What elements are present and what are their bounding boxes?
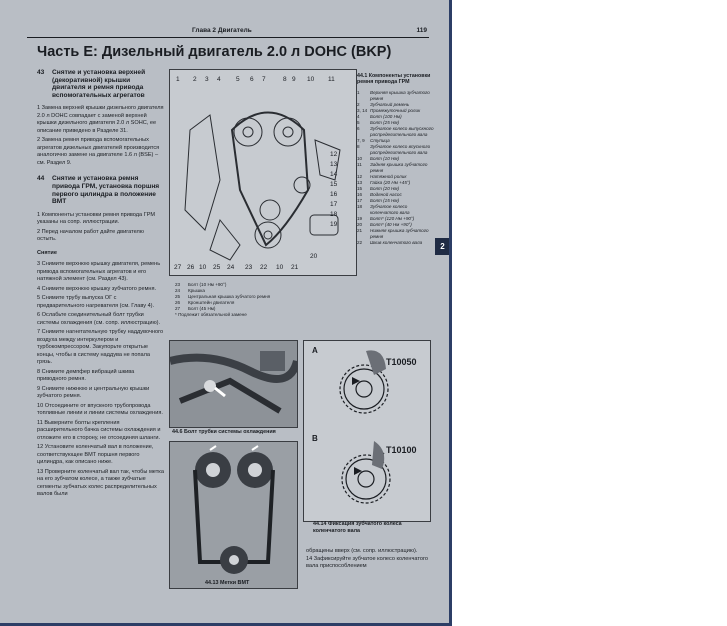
legend-text: Гайка (20 Нм +45°) — [370, 179, 411, 185]
step-paragraph: 12 Установите коленчатый вал в положение, соответствующее ВМТ поршня первого цилиндра, как описано ниже. — [37, 444, 154, 466]
legend-key: 11 — [357, 162, 362, 168]
legend-row — [357, 108, 435, 114]
legend-text: Центральная крышка зубчатого ремня — [188, 294, 271, 299]
paragraph: 1 Компоненты установки ремня привода ГРМ указаны на сопр. иллюстрации. — [37, 211, 156, 226]
step-paragraph: 6 Ослабьте соединительный болт трубки системы охлаждения (см. сопр. иллюстрацию). — [37, 312, 161, 326]
legend-key: 5 — [357, 120, 360, 126]
legend-text: Крышка — [188, 288, 205, 293]
legend-key: 19 — [357, 215, 363, 221]
legend-key: 26 — [175, 300, 181, 305]
legend-text: Нижняя крышка зубчатого ремня — [370, 228, 429, 239]
callout-number: 26 — [187, 264, 195, 271]
legend-row — [357, 192, 435, 198]
figure-44-14-caption: 44.14 Фиксация зубчатого колеса коленчатого вала — [313, 521, 402, 534]
legend-row — [357, 240, 435, 246]
legend-row — [357, 180, 435, 186]
view-a-label: A — [312, 346, 318, 355]
tool-t10050-label: T10050 — [386, 357, 417, 367]
legend-text: Шкив коленчатого вала — [370, 239, 423, 245]
legend-text: Болт (100 Нм) — [370, 114, 402, 120]
step-paragraph: 7 Снимите нагнетательную трубку наддувочного воздуха между интеркулером и турбокомпрессором. Закупорьте открытые концы, чтобы в систему наддува не попала грязь. — [37, 329, 164, 366]
legend-key: 20 — [357, 221, 363, 227]
callout-number: 16 — [330, 191, 338, 198]
legend-key: 10 — [357, 155, 363, 161]
legend-key: 4 — [357, 114, 360, 120]
paragraph: обращены вверх (см. сопр. иллюстрацию). — [306, 548, 418, 554]
legend-text: Промежуточный ролик — [370, 108, 421, 114]
legend-key: 2 — [357, 102, 360, 108]
legend-key: 17 — [357, 198, 363, 204]
rear-cover-outline — [185, 115, 220, 230]
figure-44-14-diagram — [303, 340, 431, 522]
step-paragraph: 5 Снимите трубу выпуска ОГ с предварительного нагревателя (см. Главу 4). — [37, 295, 155, 309]
figure-44-1-caption: 44.1 Компоненты установки ремня привода ГРМ — [357, 73, 431, 86]
footnote: * Подлежит обязательной замене — [175, 312, 247, 317]
legend-key: 3, 14 — [357, 108, 368, 114]
step-paragraph: 4 Снимите верхнюю крышку зубчатого ремня. — [37, 285, 157, 292]
callout-number: 10 — [199, 264, 207, 271]
paragraph: 2 Замена ремня привода вспомогательных агрегатов дизельных двигателей производится аналогично замене на двигателе 1.6 л (BSE) – см. Раздел 9. — [37, 137, 160, 166]
legend-key: 6 — [357, 126, 360, 132]
legend-key: 23 — [175, 282, 181, 287]
legend-key: 12 — [357, 173, 363, 179]
callout-number: 12 — [330, 151, 338, 158]
legend-row — [357, 102, 435, 108]
timing-belt-diagram — [170, 70, 356, 275]
legend-text: Болт* (40 Нм +90°) — [370, 221, 412, 227]
callout-number: 9 — [292, 76, 296, 83]
tool-t10100-label: T10100 — [386, 445, 417, 455]
page-number: 119 — [416, 27, 427, 34]
callout-number: 1 — [176, 76, 180, 83]
legend-key: 8 — [357, 144, 360, 150]
section-43-heading — [37, 69, 164, 99]
legend-key: 1 — [357, 90, 360, 96]
callout-number: 11 — [328, 76, 335, 83]
callout-number: 25 — [213, 264, 221, 271]
legend-text: Болт (10 Нм) — [370, 155, 400, 161]
legend-key: 13 — [357, 179, 363, 185]
callout-number: 15 — [330, 181, 338, 188]
legend-text: Зубчатое колесо коленчатого вала — [370, 204, 410, 215]
legend-row — [357, 174, 435, 180]
chapter-title: Глава 2 Двигатель — [192, 27, 252, 34]
step-paragraph: 10 Отсоедините от впускного трубопровода топливные линии и линии системы охлаждения. — [37, 402, 163, 417]
legend-row — [357, 144, 435, 155]
legend-key: 24 — [175, 288, 181, 293]
section-number: 43 — [37, 69, 45, 76]
legend-key: 22 — [357, 239, 363, 245]
left-column — [37, 69, 164, 501]
legend-text: Зубчатое колесо впускного распределительного вала — [370, 144, 431, 155]
legend-text: Зубчатое колесо выпускного распределительного вала — [370, 126, 434, 138]
callout-number: 10 — [276, 264, 284, 271]
legend-row — [357, 204, 435, 215]
figure-44-1-diagram — [169, 69, 357, 276]
callout-number: 7 — [262, 76, 266, 83]
coolant-pipe-photo — [170, 341, 297, 427]
callout-number: 2 — [193, 76, 197, 83]
callout-number: 18 — [330, 211, 338, 218]
legend-text: Кронштейн двигателя — [188, 300, 235, 305]
legend-key: 25 — [175, 294, 181, 299]
right-column — [306, 548, 430, 571]
crankshaft-locking-diagram — [304, 341, 430, 521]
legend-text: Болт (15 Нм) — [370, 198, 400, 204]
legend-row — [357, 198, 435, 204]
legend-row — [357, 156, 435, 162]
callout-number: 10 — [307, 76, 315, 83]
callout-number: 23 — [245, 264, 253, 271]
figure-44-1-legend-bottom — [175, 282, 270, 318]
paragraph: 14 Зафиксируйте зубчатое колесо коленчатого вала приспособлением — [306, 555, 429, 569]
callout-number: 13 — [330, 161, 338, 168]
step-paragraph: 13 Проверните коленчатый вал так, чтобы метка на его зубчатом колесе, а также зубчатые сегменты зубчатых колес распределительных валов были — [37, 468, 164, 498]
callout-number: 14 — [330, 171, 338, 178]
legend-row — [357, 138, 435, 144]
step-paragraph: 9 Снимите нижнюю и центральную крышки зубчатого ремня. — [37, 385, 150, 400]
callout-number: 17 — [330, 201, 338, 208]
figure-44-1-legend — [357, 73, 435, 246]
section-44-heading — [37, 175, 164, 205]
section-number: 44 — [37, 175, 45, 183]
legend-text: Натяжной ролик — [370, 173, 407, 179]
chapter-tab: 2 — [435, 238, 450, 255]
callout-20: 20 — [310, 253, 318, 260]
callout-number: 5 — [236, 76, 240, 83]
legend-text: Болт (10 Нм +90°) — [188, 282, 227, 287]
legend-key: 16 — [357, 192, 363, 197]
legend-row — [357, 114, 435, 120]
step-paragraph: 3 Снимите верхнюю крышку двигателя, ремень привода вспомогательных агрегатов и его натяжной элемент (см. Раздел 43). — [37, 261, 161, 283]
subheading: Снятие — [37, 249, 57, 256]
legend-row — [357, 216, 435, 222]
legend-key: 18 — [357, 204, 363, 210]
legend-text: Болт (20 Нм) — [370, 185, 400, 191]
legend-key: 27 — [175, 306, 181, 311]
section-title: Снятие и установка верхней (декоративной) крышки двигателя и ремня привода вспомогательных агрегатов — [52, 69, 146, 99]
paragraph: 1 Замена верхней крышки дизельного двигателя 2.0 л DOHC совпадает с заменой верхней крышки дизельного двигателя 2.0 л SOHC, ее описание приведено в Разделе 31. — [37, 105, 164, 134]
figure-44-13-photo — [169, 441, 298, 589]
view-b-label: B — [312, 434, 318, 443]
figure-44-13-caption: 44.13 Метки ВМТ — [205, 580, 250, 586]
step-paragraph: 8 Снимите демпфер вибраций шкива приводного ремня. — [37, 368, 135, 383]
legend-row — [357, 126, 435, 137]
legend-row — [357, 222, 435, 228]
callout-number: 4 — [217, 76, 221, 83]
legend-key: 15 — [357, 185, 363, 191]
callout-number: 8 — [283, 76, 287, 83]
legend-key: 7, 9 — [357, 138, 365, 144]
header-rule — [27, 37, 429, 38]
section-title: Снятие и установка ремня привода ГРМ, установка поршня первого цилиндра в положение ВМТ — [52, 175, 160, 206]
callout-number: 6 — [250, 76, 254, 83]
callout-number: 3 — [205, 76, 209, 83]
page-header — [27, 27, 429, 37]
legend-row — [357, 186, 435, 192]
legend-key: 21 — [357, 228, 363, 234]
tdc-marks-photo — [170, 442, 297, 588]
legend-text: Болт (25 Нм) — [370, 120, 400, 126]
callout-number: 27 — [174, 264, 182, 271]
legend-text: Болт* (120 Нм +90°) — [370, 215, 415, 221]
figure-44-6-photo — [169, 340, 298, 428]
legend-row — [357, 120, 435, 126]
legend-text: Водяной насос — [370, 192, 402, 197]
callout-number: 22 — [260, 264, 268, 271]
callout-number: 24 — [227, 264, 235, 271]
callout-number: 19 — [330, 221, 338, 228]
callout-number: 21 — [291, 264, 299, 271]
legend-text: Зубчатый ремень — [370, 102, 410, 108]
figure-44-6-caption: 44.6 Болт трубки системы охлаждения — [172, 429, 276, 435]
legend-text: Ступица — [370, 138, 390, 144]
legend-text: Болт (45 Нм) — [188, 306, 216, 311]
paragraph: 2 Перед началом работ дайте двигателю остыть. — [37, 228, 144, 243]
legend-row — [357, 228, 435, 239]
page-title: Часть Е: Дизельный двигатель 2.0 л DOHC (BKP) — [37, 44, 392, 60]
steps-list — [37, 261, 164, 499]
legend-row — [357, 162, 435, 173]
step-paragraph: 11 Выверните болты крепления расширительного бачка системы охлаждения и отложите его в сторону, не отсоединяя шланги. — [37, 419, 161, 441]
legend-text: Задняя крышка зубчатого ремня — [370, 162, 428, 173]
legend-row — [357, 90, 435, 101]
legend-text: Верхняя крышка зубчатого ремня — [370, 90, 430, 101]
